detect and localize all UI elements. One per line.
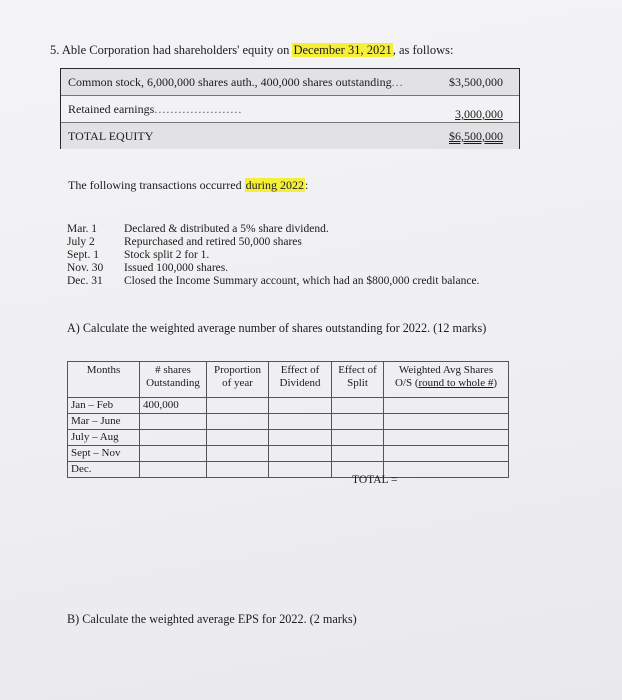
question-title: [50, 43, 453, 58]
transaction-date: July 2: [67, 236, 95, 248]
cell-dividend[interactable]: [269, 430, 332, 446]
cell-proportion[interactable]: [207, 414, 269, 430]
transaction-desc: Repurchased and retired 50,000 shares: [124, 236, 302, 248]
equity-value: 3,000,000: [455, 107, 503, 121]
transaction-date: Sept. 1: [67, 249, 99, 261]
cell-split[interactable]: [332, 430, 384, 446]
cell-proportion[interactable]: [207, 398, 269, 414]
table-row: [68, 430, 509, 446]
header-weighted: [384, 362, 509, 398]
highlighted-date: December 31, 2021: [293, 43, 392, 57]
weighted-shares-table: [67, 361, 509, 478]
equity-value: $6,500,000: [449, 129, 503, 143]
header-dividend: Effect of Dividend: [269, 362, 332, 398]
transaction-desc: Stock split 2 for 1.: [124, 249, 210, 261]
transaction-item: [67, 275, 484, 288]
table-row: [68, 462, 509, 478]
equity-row-retained-earnings: [61, 95, 519, 122]
equity-row-total: [61, 122, 519, 149]
header-weighted-line2: [395, 377, 497, 389]
equity-label: Common stock, 6,000,000 shares auth., 400,000 shares outstanding: [68, 75, 392, 89]
cell-split[interactable]: [332, 414, 384, 430]
cell-weighted[interactable]: [384, 414, 509, 430]
leader-dots: ......................: [154, 102, 243, 116]
cell-split[interactable]: [332, 446, 384, 462]
header-months: Months: [68, 362, 140, 398]
leader-dots: ...: [391, 75, 404, 89]
equity-label: Retained earnings: [68, 102, 155, 116]
cell-dividend[interactable]: [269, 414, 332, 430]
transaction-date: Mar. 1: [67, 223, 98, 235]
cell-dividend[interactable]: [269, 398, 332, 414]
question-number: 5.: [50, 43, 60, 57]
question-intro-end: , as follows:: [392, 43, 454, 57]
table-row: [68, 414, 509, 430]
transaction-item: [67, 236, 484, 249]
equity-row-common-stock: [61, 69, 519, 95]
table-row: [68, 398, 509, 414]
table-header-row: [68, 362, 509, 398]
cell-proportion[interactable]: [207, 462, 269, 478]
table-row: [68, 446, 509, 462]
cell-month: Sept – Nov: [68, 446, 140, 462]
transaction-desc: Closed the Income Summary account, which had an $800,000 credit balance.: [124, 275, 480, 287]
part-a-prompt: A) Calculate the weighted average number of shares outstanding for 2022. (12 marks): [67, 321, 487, 335]
cell-proportion[interactable]: [207, 430, 269, 446]
cell-month: July – Aug: [68, 430, 140, 446]
transaction-desc: Declared & distributed a 5% share dividend.: [124, 223, 329, 235]
question-intro: Able Corporation had shareholders' equity on: [61, 43, 293, 57]
cell-weighted[interactable]: [384, 430, 509, 446]
header-weighted-underlined: round to whole #: [418, 377, 494, 389]
transaction-item: [67, 249, 484, 262]
cell-proportion[interactable]: [207, 446, 269, 462]
transaction-item: [67, 223, 484, 236]
equity-box: [60, 68, 520, 149]
intro-colon: :: [304, 178, 309, 192]
transaction-date: Dec. 31: [67, 275, 103, 287]
transaction-desc: Issued 100,000 shares.: [124, 262, 229, 274]
cell-dividend[interactable]: [269, 462, 332, 478]
header-shares: # shares Outstanding: [140, 362, 207, 398]
cell-split[interactable]: [332, 398, 384, 414]
cell-month: Dec.: [68, 462, 140, 478]
transaction-item: [67, 262, 484, 275]
cell-shares[interactable]: [140, 462, 207, 478]
header-weighted-pre: O/S (: [394, 377, 419, 389]
cell-shares: 400,000: [140, 398, 207, 414]
header-weighted-line1: Weighted Avg Shares: [398, 364, 494, 376]
cell-shares[interactable]: [140, 446, 207, 462]
equity-label: TOTAL EQUITY: [68, 129, 154, 143]
cell-month: Mar – June: [68, 414, 140, 430]
cell-shares[interactable]: [140, 430, 207, 446]
transaction-date: Nov. 30: [67, 262, 104, 274]
cell-weighted[interactable]: [384, 462, 509, 478]
cell-month: Jan – Feb: [68, 398, 140, 414]
cell-weighted[interactable]: [384, 398, 509, 414]
total-label: TOTAL =: [352, 474, 398, 486]
cell-shares[interactable]: [140, 414, 207, 430]
cell-weighted[interactable]: [384, 446, 509, 462]
transactions-intro: [68, 178, 308, 193]
header-split: Effect of Split: [332, 362, 384, 398]
highlighted-period: during 2022: [245, 178, 304, 192]
equity-value: $3,500,000: [449, 75, 503, 89]
header-weighted-post: ): [493, 377, 498, 389]
part-b-prompt: B) Calculate the weighted average EPS for 2022. (2 marks): [67, 612, 357, 626]
intro-text: The following transactions occurred: [68, 178, 245, 192]
header-proportion: Proportion of year: [207, 362, 269, 398]
cell-dividend[interactable]: [269, 446, 332, 462]
